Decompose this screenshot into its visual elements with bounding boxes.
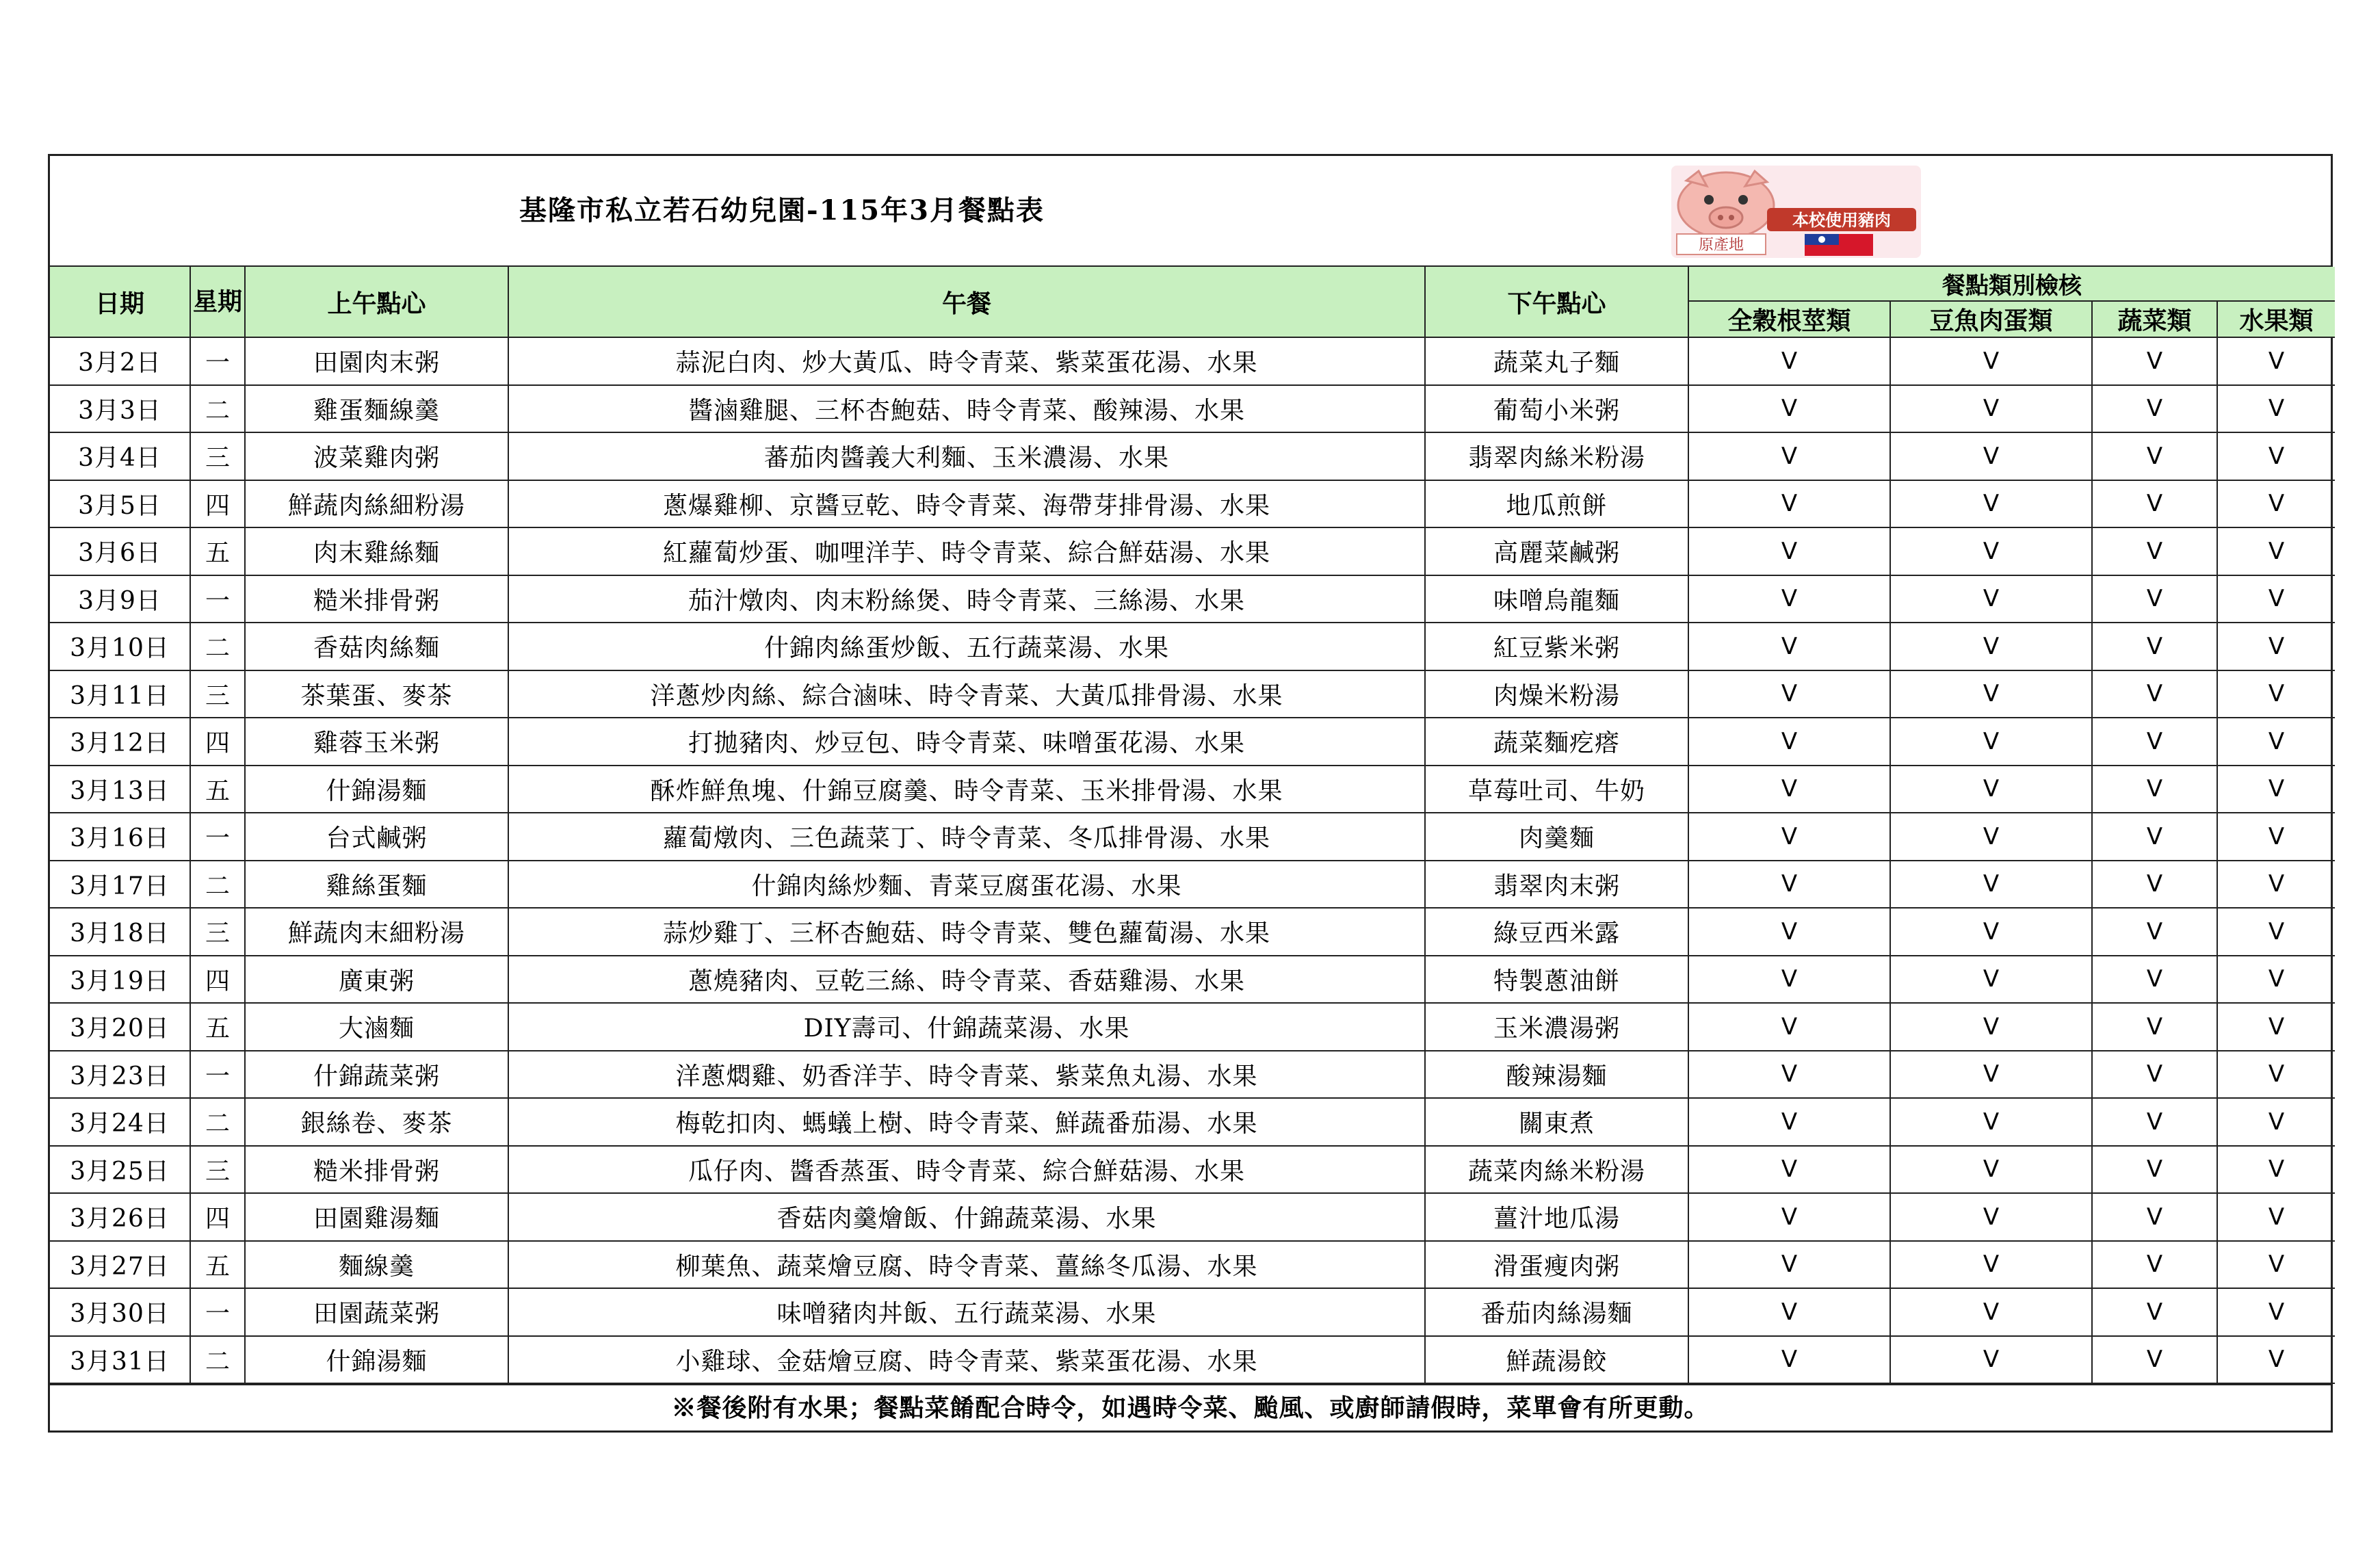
lunch-cell: 蒜炒雞丁、三杯杏鮑菇、時令青菜、雙色蘿蔔湯、水果 bbox=[508, 908, 1425, 956]
date-cell: 3月11日 bbox=[50, 670, 190, 718]
protein-check: V bbox=[1890, 432, 2092, 480]
vegetables-check: V bbox=[2092, 527, 2217, 575]
fruits-check: V bbox=[2217, 623, 2335, 670]
grains-check: V bbox=[1688, 432, 1890, 480]
date-cell: 3月6日 bbox=[50, 527, 190, 575]
grains-check: V bbox=[1688, 766, 1890, 813]
weekday-cell: 五 bbox=[190, 766, 245, 813]
vegetables-check: V bbox=[2092, 1193, 2217, 1241]
logo-origin-label: 原產地 bbox=[1698, 237, 1744, 254]
fruits-check: V bbox=[2217, 575, 2335, 623]
afternoon-snack-cell: 滑蛋瘦肉粥 bbox=[1425, 1241, 1688, 1289]
table-row bbox=[50, 1051, 2335, 1099]
date-cell: 3月3日 bbox=[50, 385, 190, 433]
table-row bbox=[50, 956, 2335, 1004]
col-header-weekday: 星期 bbox=[190, 267, 245, 337]
vegetables-check: V bbox=[2092, 1146, 2217, 1194]
table-row bbox=[50, 670, 2335, 718]
afternoon-snack-cell: 蔬菜丸子麵 bbox=[1425, 337, 1688, 385]
weekday-cell: 一 bbox=[190, 337, 245, 385]
afternoon-snack-cell: 特製蔥油餅 bbox=[1425, 956, 1688, 1004]
date-cell: 3月9日 bbox=[50, 575, 190, 623]
col-header-afternoon: 下午點心 bbox=[1425, 267, 1688, 337]
vegetables-check: V bbox=[2092, 575, 2217, 623]
date-cell: 3月20日 bbox=[50, 1003, 190, 1051]
fruits-check: V bbox=[2217, 861, 2335, 909]
morning-snack-cell: 肉末雞絲麵 bbox=[245, 527, 508, 575]
col-header-protein: 豆魚肉蛋類 bbox=[1890, 301, 2092, 337]
table-row bbox=[50, 813, 2335, 861]
morning-snack-cell: 鮮蔬肉絲細粉湯 bbox=[245, 480, 508, 528]
morning-snack-cell: 什錦蔬菜粥 bbox=[245, 1051, 508, 1099]
fruits-check: V bbox=[2217, 1051, 2335, 1099]
grains-check: V bbox=[1688, 1288, 1890, 1336]
lunch-cell: 什錦肉絲蛋炒飯、五行蔬菜湯、水果 bbox=[508, 623, 1425, 670]
date-cell: 3月19日 bbox=[50, 956, 190, 1004]
weekday-cell: 五 bbox=[190, 527, 245, 575]
table-row bbox=[50, 1336, 2335, 1384]
morning-snack-cell: 雞蛋麵線羹 bbox=[245, 385, 508, 433]
date-cell: 3月26日 bbox=[50, 1193, 190, 1241]
table-row bbox=[50, 1241, 2335, 1289]
weekday-cell: 四 bbox=[190, 480, 245, 528]
grains-check: V bbox=[1688, 1146, 1890, 1194]
morning-snack-cell: 台式鹹粥 bbox=[245, 813, 508, 861]
fruits-check: V bbox=[2217, 527, 2335, 575]
lunch-cell: DIY壽司、什錦蔬菜湯、水果 bbox=[508, 1003, 1425, 1051]
col-header-fruits: 水果類 bbox=[2217, 301, 2335, 337]
weekday-cell: 三 bbox=[190, 908, 245, 956]
fruits-check: V bbox=[2217, 718, 2335, 766]
lunch-cell: 蘿蔔燉肉、三色蔬菜丁、時令青菜、冬瓜排骨湯、水果 bbox=[508, 813, 1425, 861]
vegetables-check: V bbox=[2092, 670, 2217, 718]
date-cell: 3月10日 bbox=[50, 623, 190, 670]
afternoon-snack-cell: 玉米濃湯粥 bbox=[1425, 1003, 1688, 1051]
vegetables-check: V bbox=[2092, 908, 2217, 956]
protein-check: V bbox=[1890, 1193, 2092, 1241]
table-row bbox=[50, 432, 2335, 480]
afternoon-snack-cell: 翡翠肉絲米粉湯 bbox=[1425, 432, 1688, 480]
lunch-cell: 味噌豬肉丼飯、五行蔬菜湯、水果 bbox=[508, 1288, 1425, 1336]
protein-check: V bbox=[1890, 575, 2092, 623]
weekday-cell: 三 bbox=[190, 1146, 245, 1194]
lunch-cell: 紅蘿蔔炒蛋、咖哩洋芋、時令青菜、綜合鮮菇湯、水果 bbox=[508, 527, 1425, 575]
afternoon-snack-cell: 高麗菜鹹粥 bbox=[1425, 527, 1688, 575]
vegetables-check: V bbox=[2092, 1336, 2217, 1384]
taiwan-pork-logo bbox=[1671, 166, 1921, 258]
grains-check: V bbox=[1688, 861, 1890, 909]
afternoon-snack-cell: 番茄肉絲湯麵 bbox=[1425, 1288, 1688, 1336]
fruits-check: V bbox=[2217, 956, 2335, 1004]
col-header-morning: 上午點心 bbox=[245, 267, 508, 337]
vegetables-check: V bbox=[2092, 766, 2217, 813]
table-row bbox=[50, 1193, 2335, 1241]
vegetables-check: V bbox=[2092, 813, 2217, 861]
grains-check: V bbox=[1688, 1098, 1890, 1146]
fruits-check: V bbox=[2217, 385, 2335, 433]
morning-snack-cell: 田園肉末粥 bbox=[245, 337, 508, 385]
fruits-check: V bbox=[2217, 670, 2335, 718]
menu-sheet bbox=[48, 154, 2333, 1433]
lunch-cell: 洋蔥炒肉絲、綜合滷味、時令青菜、大黃瓜排骨湯、水果 bbox=[508, 670, 1425, 718]
logo-banner-text: 本校使用豬肉 bbox=[1792, 211, 1891, 230]
col-header-vegetables: 蔬菜類 bbox=[2092, 301, 2217, 337]
grains-check: V bbox=[1688, 813, 1890, 861]
table-row bbox=[50, 575, 2335, 623]
vegetables-check: V bbox=[2092, 432, 2217, 480]
lunch-cell: 茄汁燉肉、肉末粉絲煲、時令青菜、三絲湯、水果 bbox=[508, 575, 1425, 623]
date-cell: 3月4日 bbox=[50, 432, 190, 480]
weekday-cell: 三 bbox=[190, 670, 245, 718]
vegetables-check: V bbox=[2092, 623, 2217, 670]
morning-snack-cell: 麵線羹 bbox=[245, 1241, 508, 1289]
grains-check: V bbox=[1688, 1336, 1890, 1384]
afternoon-snack-cell: 蔬菜麵疙瘩 bbox=[1425, 718, 1688, 766]
grains-check: V bbox=[1688, 908, 1890, 956]
grains-check: V bbox=[1688, 1051, 1890, 1099]
vegetables-check: V bbox=[2092, 1003, 2217, 1051]
date-cell: 3月24日 bbox=[50, 1098, 190, 1146]
afternoon-snack-cell: 紅豆紫米粥 bbox=[1425, 623, 1688, 670]
morning-snack-cell: 糙米排骨粥 bbox=[245, 1146, 508, 1194]
date-cell: 3月30日 bbox=[50, 1288, 190, 1336]
title-row bbox=[50, 156, 2331, 267]
date-cell: 3月12日 bbox=[50, 718, 190, 766]
protein-check: V bbox=[1890, 1336, 2092, 1384]
fruits-check: V bbox=[2217, 432, 2335, 480]
protein-check: V bbox=[1890, 908, 2092, 956]
protein-check: V bbox=[1890, 385, 2092, 433]
vegetables-check: V bbox=[2092, 1051, 2217, 1099]
lunch-cell: 酥炸鮮魚塊、什錦豆腐羹、時令青菜、玉米排骨湯、水果 bbox=[508, 766, 1425, 813]
lunch-cell: 蒜泥白肉、炒大黃瓜、時令青菜、紫菜蛋花湯、水果 bbox=[508, 337, 1425, 385]
weekday-cell: 五 bbox=[190, 1241, 245, 1289]
date-cell: 3月16日 bbox=[50, 813, 190, 861]
protein-check: V bbox=[1890, 956, 2092, 1004]
lunch-cell: 香菇肉羹燴飯、什錦蔬菜湯、水果 bbox=[508, 1193, 1425, 1241]
protein-check: V bbox=[1890, 623, 2092, 670]
afternoon-snack-cell: 綠豆西米露 bbox=[1425, 908, 1688, 956]
lunch-cell: 打拋豬肉、炒豆包、時令青菜、味噌蛋花湯、水果 bbox=[508, 718, 1425, 766]
afternoon-snack-cell: 草莓吐司、牛奶 bbox=[1425, 766, 1688, 813]
protein-check: V bbox=[1890, 813, 2092, 861]
morning-snack-cell: 鮮蔬肉末細粉湯 bbox=[245, 908, 508, 956]
table-row bbox=[50, 527, 2335, 575]
col-header-lunch: 午餐 bbox=[508, 267, 1425, 337]
vegetables-check: V bbox=[2092, 480, 2217, 528]
date-cell: 3月23日 bbox=[50, 1051, 190, 1099]
table-row bbox=[50, 766, 2335, 813]
protein-check: V bbox=[1890, 718, 2092, 766]
grains-check: V bbox=[1688, 480, 1890, 528]
weekday-cell: 四 bbox=[190, 718, 245, 766]
fruits-check: V bbox=[2217, 908, 2335, 956]
date-cell: 3月5日 bbox=[50, 480, 190, 528]
lunch-cell: 什錦肉絲炒麵、青菜豆腐蛋花湯、水果 bbox=[508, 861, 1425, 909]
protein-check: V bbox=[1890, 1288, 2092, 1336]
afternoon-snack-cell: 味噌烏龍麵 bbox=[1425, 575, 1688, 623]
lunch-cell: 醬滷雞腿、三杯杏鮑菇、時令青菜、酸辣湯、水果 bbox=[508, 385, 1425, 433]
vegetables-check: V bbox=[2092, 1098, 2217, 1146]
grains-check: V bbox=[1688, 623, 1890, 670]
protein-check: V bbox=[1890, 670, 2092, 718]
weekday-cell: 五 bbox=[190, 1003, 245, 1051]
weekday-cell: 二 bbox=[190, 385, 245, 433]
taiwan-flag-icon bbox=[1805, 234, 1873, 256]
grains-check: V bbox=[1688, 1003, 1890, 1051]
fruits-check: V bbox=[2217, 1288, 2335, 1336]
vegetables-check: V bbox=[2092, 718, 2217, 766]
afternoon-snack-cell: 翡翠肉末粥 bbox=[1425, 861, 1688, 909]
weekday-cell: 三 bbox=[190, 432, 245, 480]
table-row bbox=[50, 1003, 2335, 1051]
table-row bbox=[50, 337, 2335, 385]
grains-check: V bbox=[1688, 527, 1890, 575]
table-row bbox=[50, 385, 2335, 433]
table-row bbox=[50, 1146, 2335, 1194]
morning-snack-cell: 廣東粥 bbox=[245, 956, 508, 1004]
lunch-cell: 瓜仔肉、醬香蒸蛋、時令青菜、綜合鮮菇湯、水果 bbox=[508, 1146, 1425, 1194]
weekday-cell: 二 bbox=[190, 623, 245, 670]
afternoon-snack-cell: 薑汁地瓜湯 bbox=[1425, 1193, 1688, 1241]
grains-check: V bbox=[1688, 385, 1890, 433]
weekday-cell: 一 bbox=[190, 1288, 245, 1336]
weekday-cell: 二 bbox=[190, 1098, 245, 1146]
date-cell: 3月18日 bbox=[50, 908, 190, 956]
weekday-cell: 四 bbox=[190, 1193, 245, 1241]
weekday-cell: 一 bbox=[190, 575, 245, 623]
afternoon-snack-cell: 地瓜煎餅 bbox=[1425, 480, 1688, 528]
grains-check: V bbox=[1688, 956, 1890, 1004]
morning-snack-cell: 茶葉蛋、麥茶 bbox=[245, 670, 508, 718]
col-header-date: 日期 bbox=[50, 267, 190, 337]
morning-snack-cell: 銀絲卷、麥茶 bbox=[245, 1098, 508, 1146]
morning-snack-cell: 雞絲蛋麵 bbox=[245, 861, 508, 909]
morning-snack-cell: 田園蔬菜粥 bbox=[245, 1288, 508, 1336]
afternoon-snack-cell: 酸辣湯麵 bbox=[1425, 1051, 1688, 1099]
morning-snack-cell: 什錦湯麵 bbox=[245, 1336, 508, 1384]
morning-snack-cell: 田園雞湯麵 bbox=[245, 1193, 508, 1241]
fruits-check: V bbox=[2217, 1336, 2335, 1384]
protein-check: V bbox=[1890, 527, 2092, 575]
afternoon-snack-cell: 肉燥米粉湯 bbox=[1425, 670, 1688, 718]
lunch-cell: 洋蔥燜雞、奶香洋芋、時令青菜、紫菜魚丸湯、水果 bbox=[508, 1051, 1425, 1099]
menu-table bbox=[50, 267, 2335, 1384]
col-header-grains: 全穀根莖類 bbox=[1688, 301, 1890, 337]
fruits-check: V bbox=[2217, 480, 2335, 528]
protein-check: V bbox=[1890, 1146, 2092, 1194]
lunch-cell: 蔥爆雞柳、京醬豆乾、時令青菜、海帶芽排骨湯、水果 bbox=[508, 480, 1425, 528]
fruits-check: V bbox=[2217, 1003, 2335, 1051]
vegetables-check: V bbox=[2092, 1241, 2217, 1289]
morning-snack-cell: 什錦湯麵 bbox=[245, 766, 508, 813]
vegetables-check: V bbox=[2092, 1288, 2217, 1336]
weekday-cell: 二 bbox=[190, 861, 245, 909]
table-row bbox=[50, 1288, 2335, 1336]
date-cell: 3月27日 bbox=[50, 1241, 190, 1289]
table-row bbox=[50, 861, 2335, 909]
afternoon-snack-cell: 肉羹麵 bbox=[1425, 813, 1688, 861]
menu-body bbox=[50, 337, 2335, 1383]
table-row bbox=[50, 480, 2335, 528]
page-title: 基隆市私立若石幼兒園-115年3月餐點表 bbox=[519, 194, 1045, 226]
fruits-check: V bbox=[2217, 1146, 2335, 1194]
morning-snack-cell: 香菇肉絲麵 bbox=[245, 623, 508, 670]
protein-check: V bbox=[1890, 337, 2092, 385]
protein-check: V bbox=[1890, 861, 2092, 909]
weekday-cell: 一 bbox=[190, 813, 245, 861]
lunch-cell: 蕃茄肉醬義大利麵、玉米濃湯、水果 bbox=[508, 432, 1425, 480]
vegetables-check: V bbox=[2092, 385, 2217, 433]
protein-check: V bbox=[1890, 1241, 2092, 1289]
date-cell: 3月25日 bbox=[50, 1146, 190, 1194]
weekday-cell: 二 bbox=[190, 1336, 245, 1384]
afternoon-snack-cell: 關東煮 bbox=[1425, 1098, 1688, 1146]
protein-check: V bbox=[1890, 766, 2092, 813]
protein-check: V bbox=[1890, 1098, 2092, 1146]
grains-check: V bbox=[1688, 670, 1890, 718]
morning-snack-cell: 雞蓉玉米粥 bbox=[245, 718, 508, 766]
date-cell: 3月17日 bbox=[50, 861, 190, 909]
lunch-cell: 小雞球、金菇燴豆腐、時令青菜、紫菜蛋花湯、水果 bbox=[508, 1336, 1425, 1384]
afternoon-snack-cell: 葡萄小米粥 bbox=[1425, 385, 1688, 433]
fruits-check: V bbox=[2217, 813, 2335, 861]
grains-check: V bbox=[1688, 575, 1890, 623]
table-row bbox=[50, 718, 2335, 766]
fruits-check: V bbox=[2217, 766, 2335, 813]
lunch-cell: 梅乾扣肉、螞蟻上樹、時令青菜、鮮蔬番茄湯、水果 bbox=[508, 1098, 1425, 1146]
fruits-check: V bbox=[2217, 1193, 2335, 1241]
afternoon-snack-cell: 鮮蔬湯餃 bbox=[1425, 1336, 1688, 1384]
morning-snack-cell: 糙米排骨粥 bbox=[245, 575, 508, 623]
protein-check: V bbox=[1890, 1003, 2092, 1051]
vegetables-check: V bbox=[2092, 861, 2217, 909]
table-row bbox=[50, 908, 2335, 956]
protein-check: V bbox=[1890, 480, 2092, 528]
lunch-cell: 柳葉魚、蔬菜燴豆腐、時令青菜、薑絲冬瓜湯、水果 bbox=[508, 1241, 1425, 1289]
grains-check: V bbox=[1688, 718, 1890, 766]
morning-snack-cell: 波菜雞肉粥 bbox=[245, 432, 508, 480]
fruits-check: V bbox=[2217, 337, 2335, 385]
protein-check: V bbox=[1890, 1051, 2092, 1099]
fruits-check: V bbox=[2217, 1241, 2335, 1289]
fruits-check: V bbox=[2217, 1098, 2335, 1146]
afternoon-snack-cell: 蔬菜肉絲米粉湯 bbox=[1425, 1146, 1688, 1194]
weekday-cell: 四 bbox=[190, 956, 245, 1004]
footer-note: ※餐後附有水果；餐點菜餚配合時令，如遇時令菜、颱風、或廚師請假時，菜單會有所更動。 bbox=[50, 1384, 2331, 1430]
grains-check: V bbox=[1688, 1241, 1890, 1289]
grains-check: V bbox=[1688, 1193, 1890, 1241]
table-row bbox=[50, 1098, 2335, 1146]
grains-check: V bbox=[1688, 337, 1890, 385]
date-cell: 3月2日 bbox=[50, 337, 190, 385]
vegetables-check: V bbox=[2092, 337, 2217, 385]
vegetables-check: V bbox=[2092, 956, 2217, 1004]
weekday-cell: 一 bbox=[190, 1051, 245, 1099]
date-cell: 3月13日 bbox=[50, 766, 190, 813]
lunch-cell: 蔥燒豬肉、豆乾三絲、時令青菜、香菇雞湯、水果 bbox=[508, 956, 1425, 1004]
date-cell: 3月31日 bbox=[50, 1336, 190, 1384]
morning-snack-cell: 大滷麵 bbox=[245, 1003, 508, 1051]
col-header-check-group: 餐點類別檢核 bbox=[1688, 267, 2335, 301]
table-row bbox=[50, 623, 2335, 670]
